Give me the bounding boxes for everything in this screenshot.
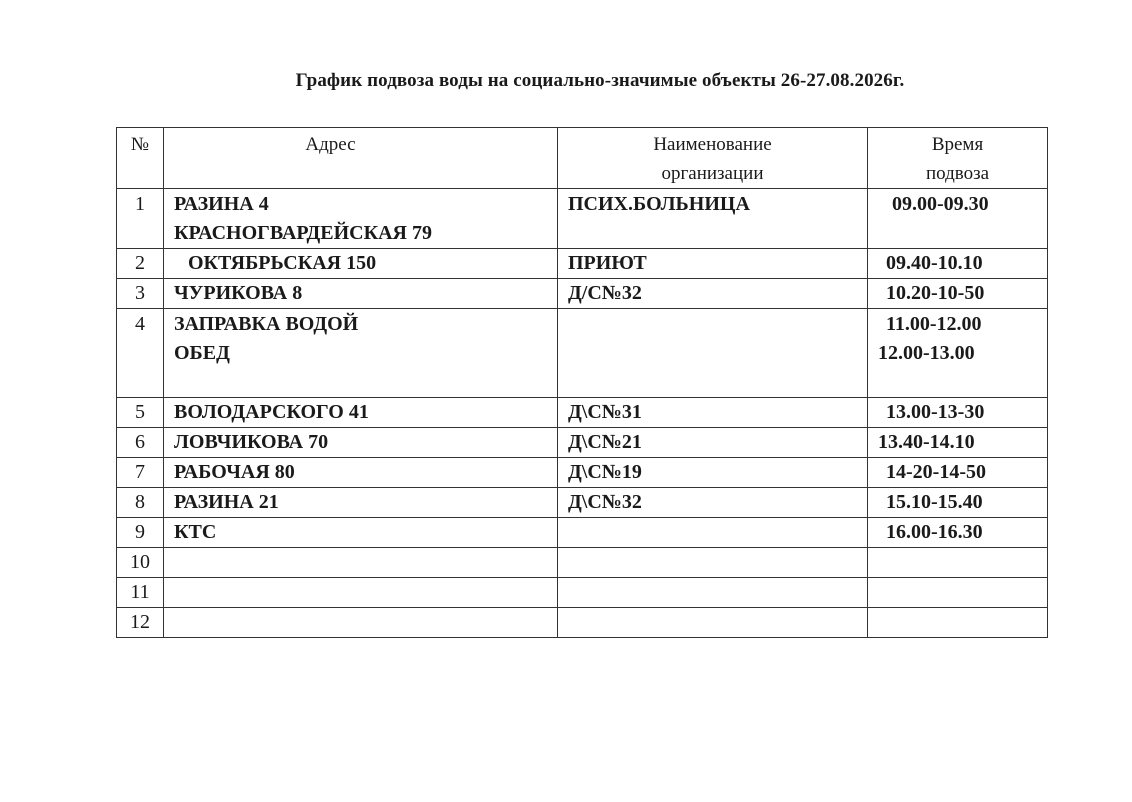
row-organization [558, 608, 868, 638]
water-delivery-schedule-table [116, 127, 1048, 638]
row-number: 2 [117, 249, 164, 279]
time-line: 11.00-12.00 [886, 313, 982, 335]
row-address [164, 518, 558, 548]
row-delivery-time [868, 309, 1048, 398]
row-organization: Д\С№32 [558, 488, 868, 518]
row-number: 11 [117, 578, 164, 608]
time-line: 15.10-15.40 [886, 491, 983, 513]
row-number: 12 [117, 608, 164, 638]
row-organization: Д\С№31 [558, 398, 868, 428]
row-organization [558, 518, 868, 548]
row-delivery-time [868, 249, 1048, 279]
address-line: КТС [174, 521, 217, 543]
row-organization [558, 548, 868, 578]
row-organization: ПРИЮТ [558, 249, 868, 279]
row-delivery-time [868, 428, 1048, 458]
row-number: 3 [117, 279, 164, 309]
row-number: 1 [117, 189, 164, 249]
address-line: ЛОВЧИКОВА 70 [174, 431, 329, 453]
table-row [117, 309, 1048, 398]
row-organization: Д\С№21 [558, 428, 868, 458]
table-row [117, 249, 1048, 279]
table-row [117, 428, 1048, 458]
row-number: 8 [117, 488, 164, 518]
row-delivery-time [868, 458, 1048, 488]
row-delivery-time [868, 518, 1048, 548]
time-line: 13.40-14.10 [878, 431, 975, 453]
header-organization-line1: Наименование [653, 134, 772, 155]
address-line: РАЗИНА 21 [174, 491, 279, 513]
table-row [117, 458, 1048, 488]
header-address: Адрес [164, 128, 558, 189]
time-line: 13.00-13-30 [886, 401, 985, 423]
table-row [117, 578, 1048, 608]
document-title: График подвоза воды на социально-значимые объекты 26-27.08.2026г. [295, 70, 905, 91]
table-row [117, 548, 1048, 578]
address-line: РАЗИНА 4 [174, 193, 269, 215]
row-address [164, 458, 558, 488]
row-number: 9 [117, 518, 164, 548]
row-number: 6 [117, 428, 164, 458]
address-line: ОКТЯБРЬСКАЯ 150 [188, 252, 377, 274]
time-line: 09.00-09.30 [892, 193, 989, 215]
header-time-line2: подвоза [925, 163, 990, 184]
header-time-line1: Время [931, 134, 984, 155]
row-organization: Д/С№32 [558, 279, 868, 309]
row-address [164, 548, 558, 578]
row-address [164, 249, 558, 279]
address-line: ЧУРИКОВА 8 [174, 282, 303, 304]
table-row [117, 518, 1048, 548]
time-line: 14-20-14-50 [886, 461, 986, 483]
time-line: 09.40-10.10 [886, 252, 983, 274]
address-line: ОБЕД [174, 342, 230, 364]
table-row [117, 608, 1048, 638]
row-number: 5 [117, 398, 164, 428]
address-line: ВОЛОДАРСКОГО 41 [174, 401, 369, 423]
row-organization [558, 309, 868, 398]
row-address [164, 488, 558, 518]
address-line: РАБОЧАЯ 80 [174, 461, 295, 483]
time-line: 10.20-10-50 [886, 282, 985, 304]
table-header-row [117, 128, 1048, 189]
row-delivery-time [868, 548, 1048, 578]
row-delivery-time [868, 578, 1048, 608]
row-organization: Д\С№19 [558, 458, 868, 488]
time-line: 16.00-16.30 [886, 521, 983, 543]
row-address [164, 428, 558, 458]
table-row [117, 398, 1048, 428]
row-address [164, 398, 558, 428]
row-number: 7 [117, 458, 164, 488]
row-number: 4 [117, 309, 164, 398]
row-delivery-time [868, 398, 1048, 428]
header-delivery-time [868, 128, 1048, 189]
row-address [164, 189, 558, 249]
address-line: КРАСНОГВАРДЕЙСКАЯ 79 [174, 222, 432, 244]
row-address [164, 279, 558, 309]
table-row [117, 189, 1048, 249]
table-row [117, 279, 1048, 309]
row-organization [558, 578, 868, 608]
row-number: 10 [117, 548, 164, 578]
row-organization: ПСИХ.БОЛЬНИЦА [558, 189, 868, 249]
row-delivery-time [868, 189, 1048, 249]
row-delivery-time [868, 279, 1048, 309]
row-address [164, 578, 558, 608]
table-row [117, 488, 1048, 518]
header-organization [558, 128, 868, 189]
header-number: № [117, 128, 164, 189]
header-organization-line2: организации [661, 163, 764, 184]
address-line: ЗАПРАВКА ВОДОЙ [174, 313, 359, 335]
time-line: 12.00-13.00 [878, 342, 975, 364]
row-delivery-time [868, 608, 1048, 638]
row-address [164, 309, 558, 398]
row-address [164, 608, 558, 638]
row-delivery-time [868, 488, 1048, 518]
